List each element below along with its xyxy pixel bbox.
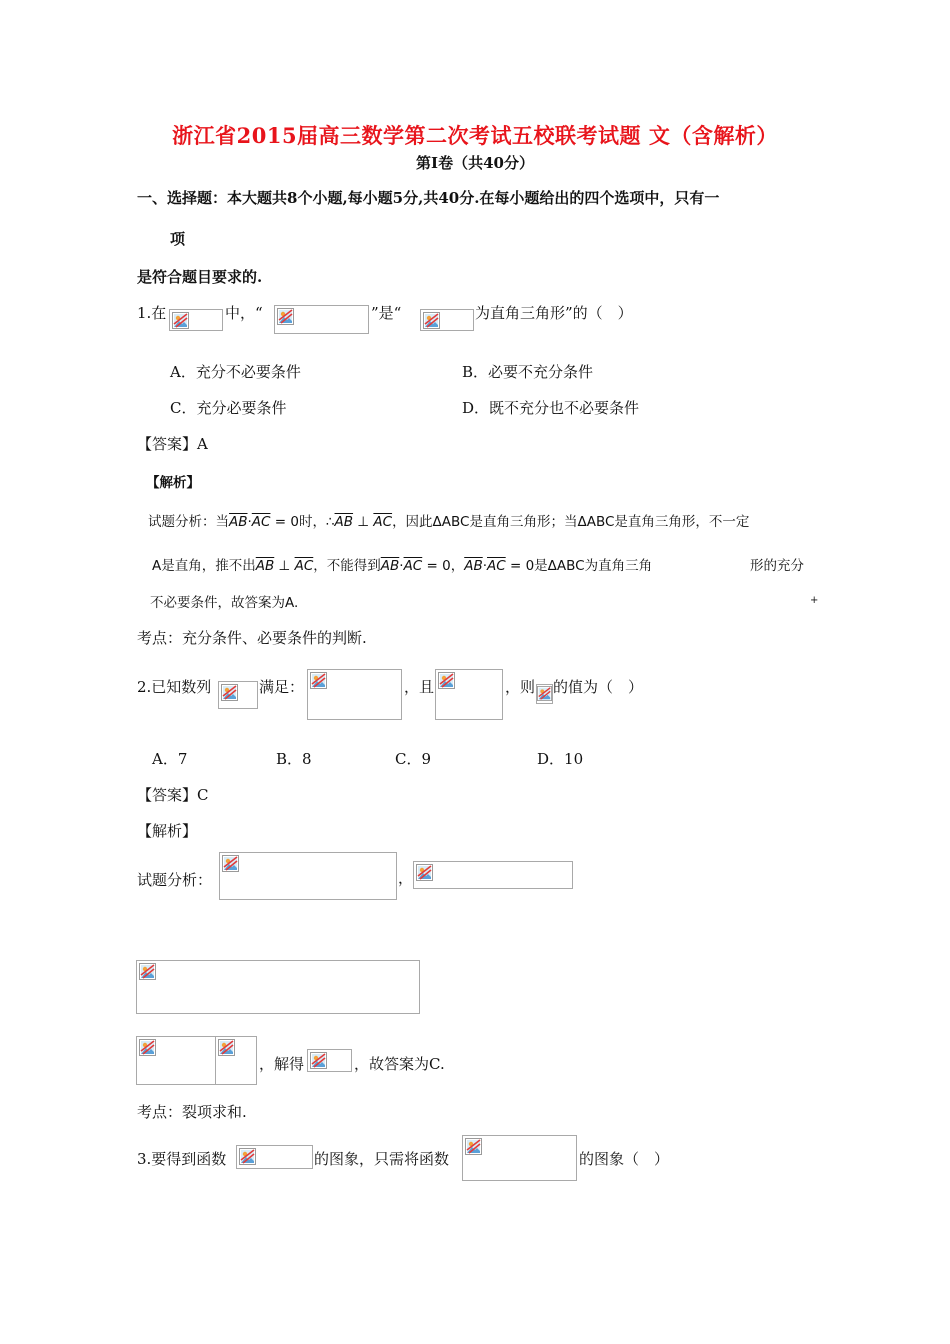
q2-analysis-result: ，故答案为C. [354, 1055, 445, 1073]
formula-image [136, 1036, 216, 1085]
q1-text-tail: 为直角三角形”的（ ） [475, 304, 633, 322]
q3-text-tail: 的图象（ ） [579, 1150, 670, 1168]
broken-image-icon [139, 963, 156, 980]
anchor-mark: + [810, 595, 819, 606]
instructions-line-3: 是符合题目要求的. [137, 268, 263, 286]
q1-option-c: C．充分必要条件 [170, 399, 287, 417]
formula-image [236, 1145, 313, 1169]
q1-analysis-line-2-end: 形的充分 [750, 558, 804, 574]
perp-operator: ⊥ [274, 558, 295, 574]
broken-image-icon [438, 672, 455, 689]
analysis-text: A是直角，推不出 [152, 558, 256, 574]
broken-image-icon [218, 1039, 235, 1056]
q1-answer: 【答案】A [137, 435, 208, 453]
q1-option-d: D．既不充分也不必要条件 [462, 399, 640, 417]
q1-option-a: A．充分不必要条件 [170, 363, 301, 381]
formula-image [413, 861, 573, 889]
q2-text-satisfy: 满足： [259, 678, 305, 696]
q1-number: 1.在 [137, 304, 167, 322]
analysis-text: ，因此ΔABC是直角三角形；当ΔABC是直角三角形，不一定 [392, 514, 750, 530]
broken-image-icon [239, 1148, 256, 1165]
formula-image [274, 305, 369, 334]
broken-image-icon [172, 312, 189, 329]
q3-number: 3.要得到函数 [137, 1150, 227, 1168]
q2-analysis-prefix: 试题分析： [137, 871, 213, 889]
vector-ac: $\overline{AC}$ [294, 558, 314, 574]
q2-option-a: A．7 [152, 750, 188, 768]
formula-image [536, 684, 553, 704]
q1-analysis-line-1 [148, 510, 749, 530]
formula-image [435, 669, 503, 720]
q1-knowledge-point: 考点：充分条件、必要条件的判断. [137, 629, 367, 647]
q2-analysis-comma: ， [398, 869, 414, 887]
broken-image-icon [465, 1138, 482, 1155]
dot-operator: · [482, 558, 488, 574]
q2-knowledge-point: 考点：裂项求和. [137, 1103, 247, 1121]
q1-option-b: B．必要不充分条件 [462, 363, 594, 381]
broken-image-icon [222, 855, 239, 872]
vector-ac: $\overline{AC}$ [373, 514, 393, 530]
analysis-text: = 0， [422, 558, 465, 574]
vector-ab: $\overline{AB}$ [229, 514, 248, 530]
formula-image [218, 681, 258, 709]
broken-image-icon [423, 312, 440, 329]
vector-ac: $\overline{AC}$ [487, 558, 506, 574]
formula-image [169, 309, 223, 331]
vector-ab: $\overline{AB}$ [380, 558, 400, 574]
q2-answer: 【答案】C [137, 786, 209, 804]
vector-ab: $\overline{AB}$ [334, 514, 354, 530]
q2-text-tail: 的值为（ ） [553, 678, 644, 696]
analysis-text: 试题分析：当 [148, 514, 229, 530]
vector-ab: $\overline{AB}$ [464, 558, 483, 574]
dot-operator: · [247, 514, 252, 530]
broken-image-icon [537, 686, 552, 701]
q2-analysis-solve: ，解得 [259, 1055, 305, 1073]
instructions-line-1: 一、选择题：本大题共8个小题,每小题5分,共40分.在每小题给出的四个选项中，只有一 [137, 189, 720, 207]
vector-ab: $\overline{AB}$ [255, 558, 275, 574]
formula-image [307, 1049, 352, 1072]
perp-operator: ⊥ [353, 514, 374, 530]
formula-image [136, 960, 420, 1014]
formula-image [215, 1036, 257, 1085]
broken-image-icon [277, 308, 294, 325]
formula-image [420, 309, 474, 331]
q2-analysis-label: 【解析】 [137, 822, 198, 840]
analysis-text: ，不能得到 [313, 558, 381, 574]
q2-option-d: D．10 [537, 750, 584, 768]
q2-text-and: ，且 [404, 678, 435, 696]
q1-text-mid: 中，“ [225, 304, 263, 322]
formula-image [462, 1135, 577, 1181]
vector-ac: $\overline{AC}$ [251, 514, 271, 530]
q2-number: 2.已知数列 [137, 678, 212, 696]
q3-text-mid: 的图象，只需将函数 [314, 1150, 450, 1168]
broken-image-icon [416, 864, 433, 881]
q1-analysis-label: 【解析】 [146, 475, 200, 491]
broken-image-icon [310, 1052, 327, 1069]
section-subtitle: 第Ⅰ卷（共40分） [416, 154, 534, 172]
document-title: 浙江省2015届高三数学第二次考试五校联考试题 文（含解析） [172, 123, 778, 148]
analysis-text: = 0是ΔABC为直角三角 [505, 558, 653, 574]
q1-analysis-line-2 [152, 554, 652, 574]
broken-image-icon [221, 684, 238, 701]
vector-ac: $\overline{AC}$ [403, 558, 423, 574]
q2-option-c: C．9 [395, 750, 432, 768]
instructions-line-2: 项 [170, 230, 186, 248]
formula-image [219, 852, 397, 900]
q1-analysis-line-3: 不必要条件，故答案为A. [150, 595, 299, 611]
q1-text-is: ”是“ [371, 304, 402, 322]
q2-option-b: B．8 [276, 750, 312, 768]
formula-image [307, 669, 402, 720]
analysis-text: = 0时，∴ [270, 514, 335, 530]
q2-text-then: ，则 [505, 678, 536, 696]
broken-image-icon [139, 1039, 156, 1056]
broken-image-icon [310, 672, 327, 689]
dot-operator: · [399, 558, 404, 574]
